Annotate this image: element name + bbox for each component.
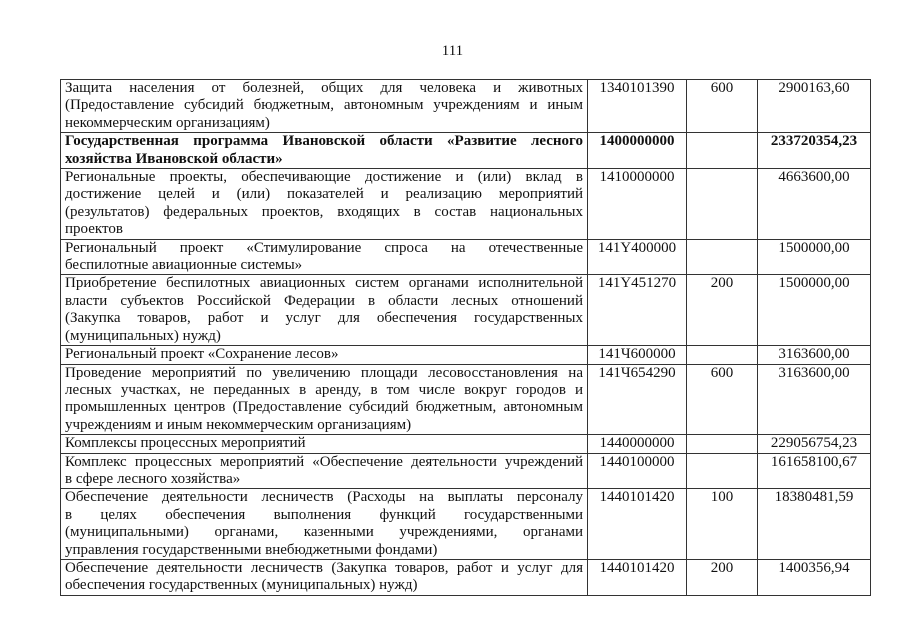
page-number: 111	[441, 43, 464, 59]
description-line: (Закупка товаров, работ и услуг для обеспечения государственных	[65, 310, 583, 327]
description-line: хозяйства Ивановской области»	[65, 150, 283, 167]
target-article-code: 1410000000	[588, 169, 687, 240]
description-line: Проведение мероприятий по увеличению площади лесовосстановления на	[65, 364, 583, 381]
row-description	[61, 453, 588, 489]
budget-table-body	[61, 80, 871, 596]
expense-type-code	[687, 346, 758, 364]
amount: 229056754,23	[758, 435, 871, 453]
description-line: в сфере лесного хозяйства»	[65, 470, 241, 487]
description-line: Приобретение беспилотных авиационных систем органами исполнительной	[65, 275, 583, 292]
amount: 18380481,59	[758, 489, 871, 560]
target-article-code: 1400000000	[588, 133, 687, 169]
row-description	[61, 275, 588, 346]
row-description	[61, 435, 588, 453]
row-description	[61, 489, 588, 560]
expense-type-code	[687, 169, 758, 240]
amount: 3163600,00	[758, 346, 871, 364]
table-row	[61, 133, 871, 169]
row-description	[61, 559, 588, 595]
description-line: (Предоставление субсидий бюджетным, автономным учреждениям и иным	[65, 97, 583, 114]
description-line: (результатов) федеральных проектов, входящих в состав национальных	[65, 203, 583, 220]
description-line: Обеспечение деятельности лесничеств (Расходы на выплаты персоналу	[65, 489, 583, 506]
description-line: Государственная программа Ивановской области «Развитие лесного	[65, 133, 583, 150]
description-line: власти субъектов Российской Федерации в области лесных отношений	[65, 292, 583, 309]
table-row	[61, 346, 871, 364]
description-line: Защита населения от болезней, общих для человека и животных	[65, 80, 583, 96]
expense-type-code	[687, 133, 758, 169]
amount: 3163600,00	[758, 364, 871, 435]
target-article-code: 1340101390	[588, 80, 687, 133]
amount: 233720354,23	[758, 133, 871, 169]
target-article-code: 141Y451270	[588, 275, 687, 346]
target-article-code: 141Ч654290	[588, 364, 687, 435]
description-line: беспилотные авиационные системы»	[65, 257, 303, 274]
description-line: Региональный проект «Сохранение лесов»	[65, 346, 339, 363]
amount: 1500000,00	[758, 275, 871, 346]
amount: 2900163,60	[758, 80, 871, 133]
table-row	[61, 489, 871, 560]
target-article-code: 141Ч600000	[588, 346, 687, 364]
row-description	[61, 169, 588, 240]
table-row	[61, 453, 871, 489]
target-article-code: 1440101420	[588, 489, 687, 560]
expense-type-code: 200	[687, 559, 758, 595]
amount: 161658100,67	[758, 453, 871, 489]
expense-type-code: 600	[687, 80, 758, 133]
target-article-code: 1440101420	[588, 559, 687, 595]
table-row	[61, 435, 871, 453]
expense-type-code: 600	[687, 364, 758, 435]
description-line: Региональный проект «Стимулирование спроса на отечественные	[65, 239, 583, 256]
row-description	[61, 239, 588, 275]
description-line: Обеспечение деятельности лесничеств (Закупка товаров, работ и услуг для	[65, 559, 583, 576]
description-line: обеспечения государственных (муниципальных) нужд)	[65, 577, 418, 594]
expense-type-code	[687, 453, 758, 489]
amount: 4663600,00	[758, 169, 871, 240]
expense-type-code: 200	[687, 275, 758, 346]
table-row	[61, 559, 871, 595]
description-line: в целях обеспечения выполнения функций государственными	[65, 506, 583, 523]
expense-type-code	[687, 435, 758, 453]
description-line: некоммерческим организациям)	[65, 114, 270, 131]
budget-table	[60, 79, 871, 596]
target-article-code: 141Y400000	[588, 239, 687, 275]
amount: 1500000,00	[758, 239, 871, 275]
description-line: Комплексы процессных мероприятий	[65, 435, 306, 452]
description-line: промышленных центров (Предоставление субсидий бюджетным, автономным	[65, 399, 583, 416]
row-description	[61, 346, 588, 364]
table-row	[61, 169, 871, 240]
description-line: (муниципальных) нужд)	[65, 327, 221, 344]
table-row	[61, 275, 871, 346]
row-description	[61, 80, 588, 133]
description-line: проектов	[65, 221, 123, 238]
expense-type-code: 100	[687, 489, 758, 560]
description-line: (муниципальными) органами, казенными учреждениями, органами	[65, 524, 583, 541]
row-description	[61, 133, 588, 169]
expense-type-code	[687, 239, 758, 275]
description-line: достижение целей и (или) показателей и реализацию мероприятий	[65, 186, 583, 203]
table-row	[61, 80, 871, 133]
amount: 1400356,94	[758, 559, 871, 595]
description-line: Комплекс процессных мероприятий «Обеспечение деятельности учреждений	[65, 453, 583, 470]
target-article-code: 1440100000	[588, 453, 687, 489]
row-description	[61, 364, 588, 435]
table-row	[61, 239, 871, 275]
table-row	[61, 364, 871, 435]
target-article-code: 1440000000	[588, 435, 687, 453]
description-line: Региональные проекты, обеспечивающие достижение и (или) вклад в	[65, 169, 583, 186]
description-line: управления государственными внебюджетными фондами)	[65, 541, 438, 558]
description-line: лесных участках, не переданных в аренду, в том числе вокруг городов и	[65, 381, 583, 398]
description-line: учреждениям и иным некоммерческим организациям)	[65, 416, 412, 433]
